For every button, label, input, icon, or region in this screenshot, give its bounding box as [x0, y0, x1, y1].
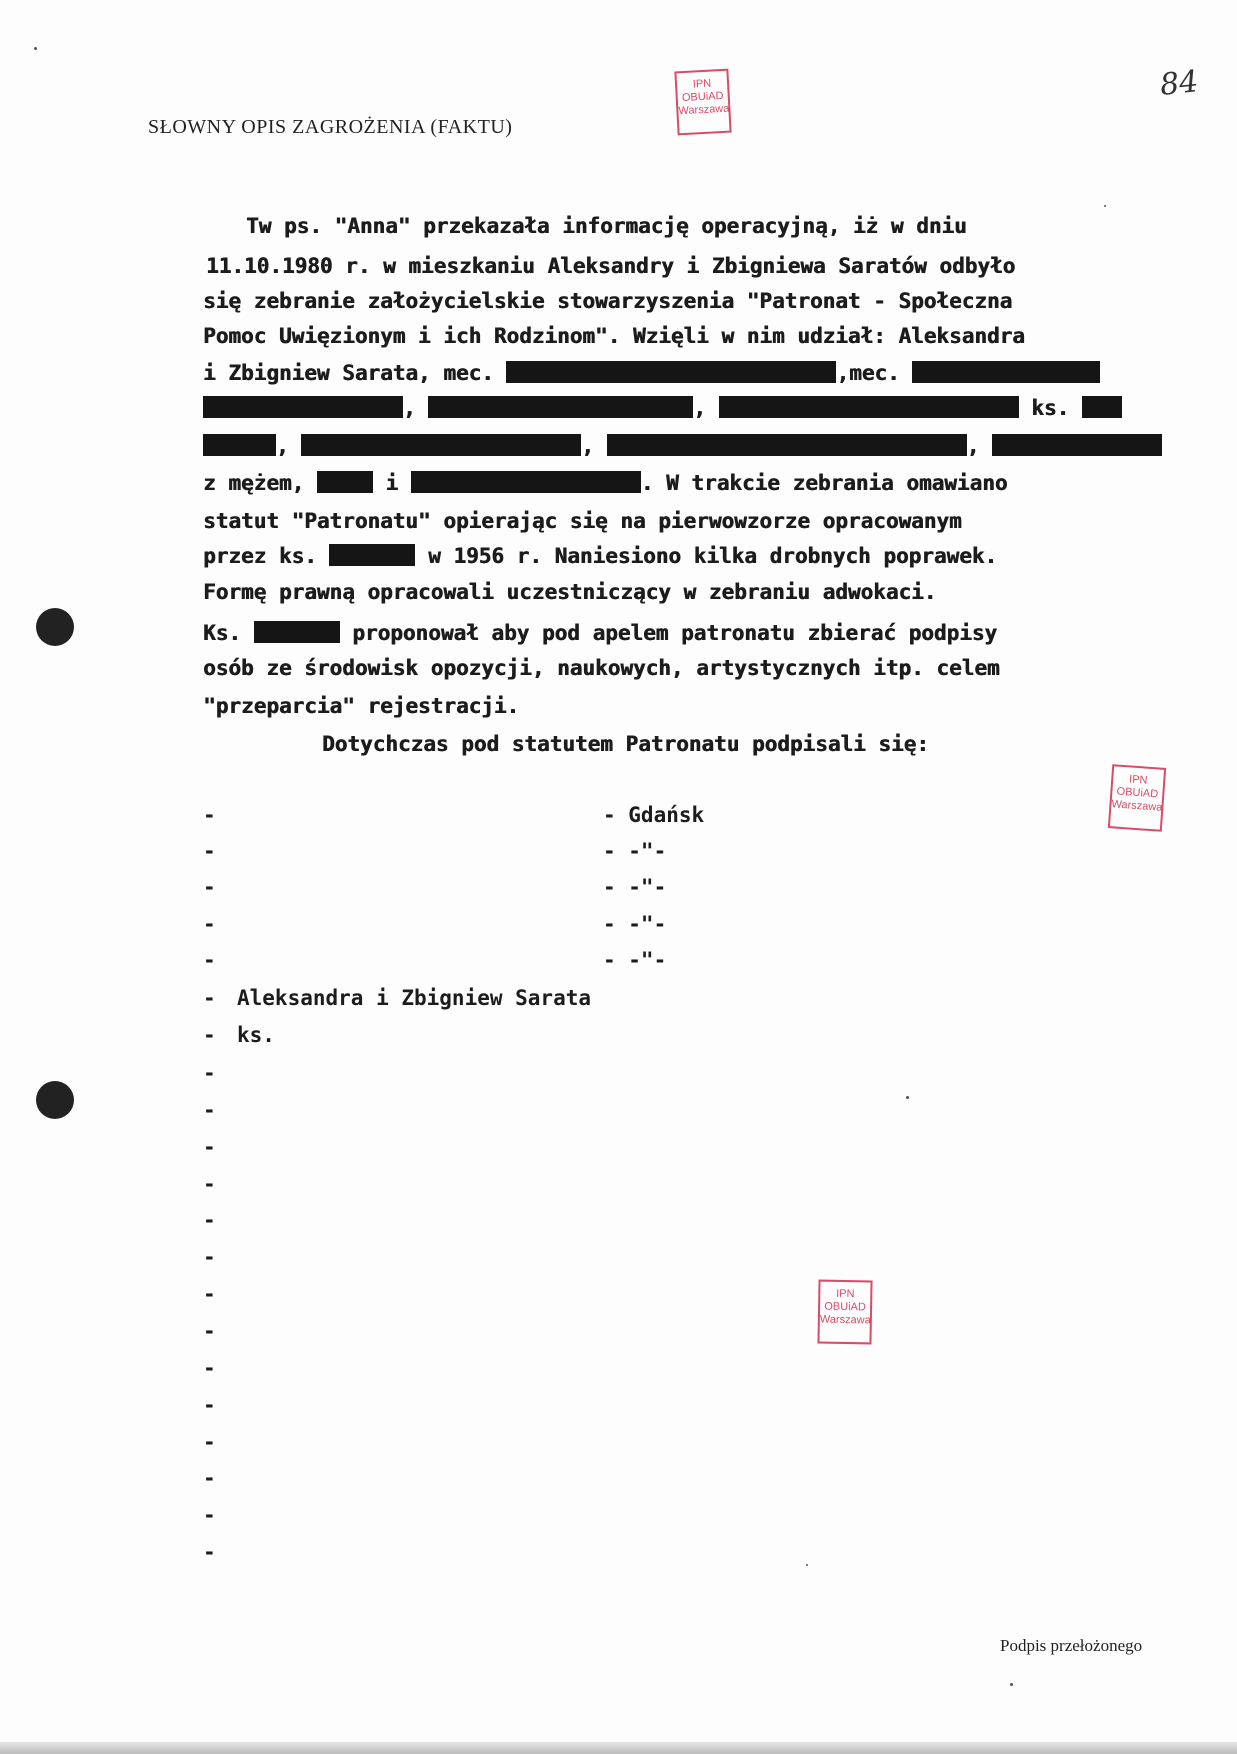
- redaction-bar: [203, 396, 403, 418]
- list-dash: -: [203, 1430, 216, 1454]
- signatory-row: [203, 909, 763, 939]
- signatory-row: [203, 1169, 763, 1199]
- signatory-row: [203, 1353, 763, 1383]
- redaction-bar: [317, 471, 373, 493]
- archive-stamp: IPN OBUiAD Warszawa: [817, 1280, 872, 1345]
- redaction-bar: [411, 471, 641, 493]
- archive-stamp: IPN OBUiAD Warszawa: [674, 69, 731, 136]
- text-line: , , ks.: [203, 392, 1122, 424]
- list-dash: -: [203, 1172, 216, 1196]
- signatory-row: [203, 1058, 763, 1088]
- redaction-bar: [329, 544, 415, 566]
- signatory-row: [203, 1427, 763, 1457]
- list-dash: -: [203, 1466, 216, 1490]
- list-dash: -: [203, 803, 216, 827]
- list-dash: -: [203, 1356, 216, 1380]
- text-line: 11.10.1980 r. w mieszkaniu Aleksandry i Zbigniewa Saratów odbyło: [206, 254, 1016, 278]
- redaction-bar: [912, 361, 1100, 383]
- list-dash: -: [203, 1319, 216, 1343]
- signatory-row: [203, 1095, 763, 1125]
- redaction-bar: [506, 361, 836, 383]
- text-line: "przeparcia" rejestracji.: [203, 694, 520, 718]
- list-dash: -: [203, 986, 216, 1010]
- list-dash: -: [203, 1061, 216, 1085]
- redaction-bar: [1082, 396, 1122, 418]
- page-number: 84: [1158, 64, 1200, 103]
- punch-hole: [36, 1081, 74, 1119]
- text-line: Formę prawną opracowali uczestniczący w zebraniu adwokaci.: [203, 580, 937, 604]
- redaction-bar: [301, 434, 581, 456]
- redaction-bar: [719, 396, 1019, 418]
- text-line: Dotychczas pod statutem Patronatu podpisali się:: [322, 732, 929, 756]
- list-dash: -: [203, 948, 216, 972]
- signatory-row: [203, 1500, 763, 1530]
- text-line: , , ,: [203, 430, 1162, 462]
- text-line: i Zbigniew Sarata, mec. ,mec.: [203, 357, 1100, 389]
- redaction-bar: [992, 434, 1162, 456]
- list-dash: -: [203, 839, 216, 863]
- punch-hole: [36, 608, 74, 646]
- signatory-row: [203, 1279, 763, 1309]
- signatory-name: Aleksandra i Zbigniew Sarata: [237, 986, 592, 1010]
- list-dash: -: [203, 1023, 216, 1047]
- redaction-bar: [607, 434, 967, 456]
- signatory-row: [203, 1463, 763, 1493]
- signatory-row: [203, 872, 763, 902]
- signatory-row: [203, 800, 763, 830]
- signatory-city: - -"-: [603, 912, 667, 936]
- signatory-name: ks.: [237, 1023, 275, 1047]
- list-dash: -: [203, 1540, 216, 1564]
- list-dash: -: [203, 1282, 216, 1306]
- list-dash: -: [203, 875, 216, 899]
- signatory-row: [203, 945, 763, 975]
- signature-label: Podpis przełożonego: [1000, 1636, 1143, 1655]
- text-line: z mężem, i . W trakcie zebrania omawiano: [203, 471, 1008, 495]
- list-dash: -: [203, 1208, 216, 1232]
- list-dash: -: [203, 1503, 216, 1527]
- redaction-bar: [428, 396, 693, 418]
- signatory-city: - Gdańsk: [603, 803, 705, 827]
- list-dash: -: [203, 1245, 216, 1269]
- signatory-city: - -"-: [603, 839, 667, 863]
- signatory-city: - -"-: [603, 875, 667, 899]
- redaction-bar: [254, 621, 340, 643]
- archive-stamp: IPN OBUiAD Warszawa: [1108, 764, 1166, 832]
- signatory-row: [203, 1242, 763, 1272]
- text-line: osób ze środowisk opozycji, naukowych, artystycznych itp. celem: [203, 656, 1000, 680]
- text-line: Tw ps. "Anna" przekazała informację operacyjną, iż w dniu: [246, 214, 967, 238]
- signatory-row: [203, 1132, 763, 1162]
- signatory-row: [203, 1390, 763, 1420]
- list-dash: -: [203, 912, 216, 936]
- redaction-bar: [203, 434, 276, 456]
- text-line: Ks. proponował aby pod apelem patronatu zbierać podpisy: [203, 621, 998, 645]
- text-line: przez ks. w 1956 r. Naniesiono kilka drobnych poprawek.: [203, 544, 998, 568]
- form-title: SŁOWNY OPIS ZAGROŻENIA (FAKTU): [148, 116, 513, 138]
- signatory-row: [203, 1316, 763, 1346]
- text-line: statut "Patronatu" opierając się na pierwowzorze opracowanym: [203, 509, 962, 533]
- signatory-city: - -"-: [603, 948, 667, 972]
- text-line: Pomoc Uwięzionym i ich Rodzinom". Wzięli w nim udział: Aleksandra: [203, 324, 1025, 348]
- signatory-row: [203, 1205, 763, 1235]
- list-dash: -: [203, 1393, 216, 1417]
- scan-edge: [0, 1742, 1237, 1754]
- signatory-row: [203, 1537, 763, 1567]
- signatory-row: [203, 836, 763, 866]
- signatory-row: [203, 983, 763, 1013]
- signatory-row: [203, 1020, 763, 1050]
- text-line: się zebranie założycielskie stowarzyszenia "Patronat - Społeczna: [203, 289, 1013, 313]
- list-dash: -: [203, 1098, 216, 1122]
- list-dash: -: [203, 1135, 216, 1159]
